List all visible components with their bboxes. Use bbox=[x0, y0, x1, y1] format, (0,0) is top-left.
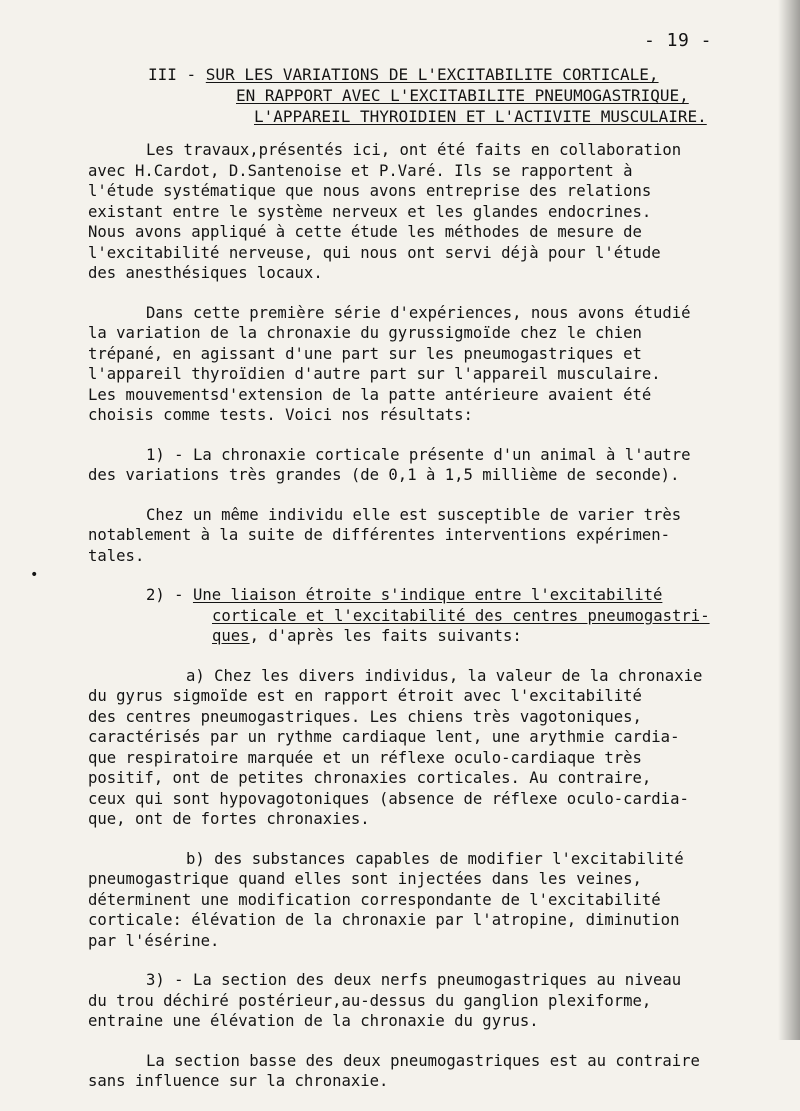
paragraph-result-1: 1) - La chronaxie corticale présente d'un animal à l'autre des variations très grandes (de 0,1 à 1,5 millième de seconde). bbox=[88, 445, 691, 484]
section-title bbox=[148, 64, 707, 127]
paragraph-point-a: a) Chez les divers individus, la valeur de la chronaxie du gyrus sigmoïde est en rapport étroit avec l'excitabilité des centres pneumogastriques. Les chiens très vagotoniques, caractérisés par un rythme cardiaque lent, une arythmie cardia- que respiratoire marquée et un réflexe oculo-cardiaque très positif, ont de petites chronaxies corticales. Au contraire, ceux qui sont hypovagotoniques (absence de réflexe oculo-cardia- que, ont de fortes chronaxies. bbox=[88, 666, 703, 828]
paragraph-result-3: 3) - La section des deux nerfs pneumogastriques au niveau du trou déchiré postérieur,au-dessus du ganglion plexiforme, entraine une élévation de la chronaxie du gyrus. bbox=[88, 971, 682, 1030]
paragraph-experiments: Dans cette première série d'expériences, nous avons étudié la variation de la chronaxie du gyrussigmoïde chez le chien trépané, en agissant d'une part sur les pneumogastriques et l'appareil thyroïdien d'autre part sur l'appareil musculaire. Les mouvementsd'extension de la patte antérieure avaient été choisis comme tests. Voici nos résultats: bbox=[88, 303, 691, 424]
page-edge-shadow bbox=[778, 0, 800, 1040]
margin-mark: • bbox=[30, 567, 39, 583]
title-line-1: III - SUR LES VARIATIONS DE L'EXCITABILITE CORTICALE, bbox=[148, 65, 659, 84]
paragraph-intro: Les travaux,présentés ici, ont été faits en collaboration avec H.Cardot, D.Santenoise et P.Varé. Ils se rapportent à l'étude systématique que nous avons entreprise des relations existant entre le système nerveux et les glandes endocrines. Nous avons appliqué à cette étude les méthodes de mesure de l'excitabilité nerveuse, qui nous ont servi déjà pour l'étude des anesthésiques locaux. bbox=[88, 141, 682, 282]
page-number: - 19 - bbox=[644, 30, 713, 51]
body-text bbox=[88, 140, 778, 1111]
paragraph-result-2: 2) - Une liaison étroite s'indique entre l'excitabilité corticale et l'excitabilité des centres pneumogastri- ques, d'après les faits suivants: bbox=[146, 586, 710, 645]
paragraph-point-b: b) des substances capables de modifier l'excitabilité pneumogastrique quand elles sont injectées dans les veines, déterminent une modification correspondante de l'excitabilité corticale: élévation de la chronaxie par l'atropine, diminution par l'ésérine. bbox=[88, 849, 684, 950]
paragraph-same-individual: Chez un même individu elle est susceptible de varier très notablement à la suite de différentes interventions expérimen- tales. bbox=[88, 505, 682, 565]
title-line-3: L'APPAREIL THYROIDIEN ET L'ACTIVITE MUSCULAIRE. bbox=[254, 107, 707, 126]
paragraph-conclusion: La section basse des deux pneumogastriques est au contraire sans influence sur la chronaxie. bbox=[88, 1051, 700, 1090]
title-line-2: EN RAPPORT AVEC L'EXCITABILITE PNEUMOGASTRIQUE, bbox=[236, 86, 689, 105]
